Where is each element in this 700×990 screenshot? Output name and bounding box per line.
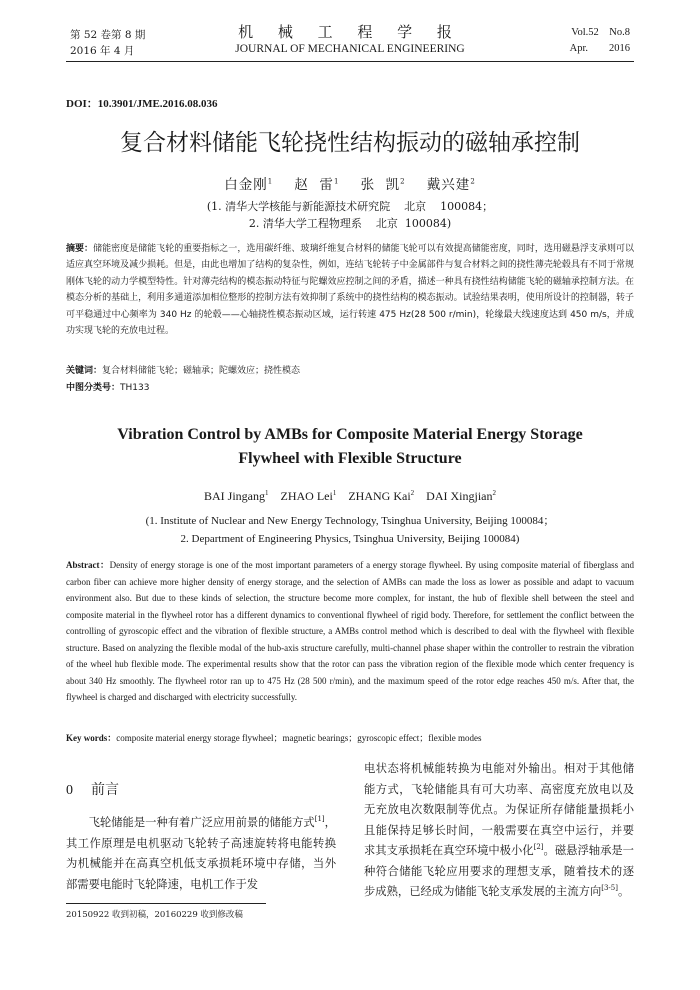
date-en: Apr. 2016 — [569, 43, 630, 54]
paragraph-text: 。 — [617, 885, 630, 898]
authors-en — [100, 489, 600, 504]
date-cn: 2016 年 4 月 — [70, 45, 135, 57]
classification-cn — [66, 380, 149, 393]
author-cn: 赵 雷 — [294, 177, 334, 193]
author-affil-mark: 1 — [265, 489, 269, 497]
author-en: ZHAO Lei — [280, 489, 333, 503]
classification-number: TH133 — [120, 383, 150, 393]
journal-title-en: JOURNAL OF MECHANICAL ENGINEERING — [235, 43, 465, 55]
authors-cn — [100, 173, 600, 193]
affiliation-cn-1: (1. 清华大学核能与新能源技术研究院 北京 100084； — [206, 200, 494, 213]
author-en: BAI Jingang — [204, 489, 265, 503]
paper-title-en — [60, 423, 640, 471]
author-cn: 戴兴建 — [426, 177, 471, 193]
author-affil-mark: 2 — [410, 489, 415, 497]
affiliation-en-2: 2. Department of Engineering Physics, Tsinghua University, Beijing 100084) — [180, 533, 520, 545]
paragraph-text: 电状态将机械能转换为电能对外输出。相对于其他储能方式，飞轮储能具有可大功率、高密度充放电以及无充放电次数限制等优点。为保证所存储能量损耗小且能保持足够长时间，一般需要在真空中运行，并要求其支承损耗在真空环境中极小化 — [364, 762, 634, 857]
abstract-cn — [66, 241, 634, 339]
volume-cn: 第 52 卷第 8 期 — [70, 29, 146, 41]
keywords-en-label: Key words： — [66, 733, 117, 743]
footnote-divider — [66, 903, 266, 904]
author-affil-mark: 1 — [332, 489, 337, 497]
section-title: 前言 — [91, 782, 119, 798]
journal-title-cn: 机 械 工 程 学 报 — [238, 23, 462, 41]
author-cn: 白金刚 — [224, 177, 268, 193]
section-heading — [66, 779, 119, 799]
classification-label: 中图分类号： — [66, 383, 121, 393]
volume-en: Vol.52 No.8 — [571, 27, 630, 38]
paper-title-en-line2: Flywheel with Flexible Structure — [238, 450, 462, 467]
paper-title-cn: 复合材料储能飞轮挠性结构振动的磁轴承控制 — [120, 130, 580, 156]
abstract-en — [66, 557, 634, 706]
affiliations-cn — [100, 198, 600, 232]
author-affil-mark: 1 — [267, 177, 274, 186]
keywords-cn — [66, 363, 300, 376]
abstract-cn-label: 摘要： — [66, 244, 94, 254]
paragraph-text: 。磁悬浮轴承是一种符合储能飞轮应用要求的理想支承，随着技术的逐步成熟，已经成为储能飞轮支承发展的主流方向 — [364, 844, 634, 898]
paper-title-en-line1: Vibration Control by AMBs for Composite Material Energy Storage — [117, 426, 583, 443]
body-column-right — [364, 759, 634, 903]
author-en: ZHANG Kai — [348, 489, 411, 503]
citation[interactable]: [3-5] — [601, 884, 618, 893]
keywords-cn-label: 关键词： — [66, 366, 103, 376]
abstract-cn-text: 储能密度是储能飞轮的重要指标之一，选用碳纤维、玻璃纤维复合材料的储能飞轮可以有效提高储能密度，同时，选用磁悬浮支承则可以适应真空环境及减少损耗。但是，由此也增加了结构的复杂性，例如，连结飞轮转子中金属部件与复合材料之间的挠性薄壳轮毂具有不同于常规刚体飞轮的动力学模型特性。针对薄壳结构的模态振动特征与陀螺效应控制之间的矛盾，描述一种具有挠性结构储能飞轮的磁轴承控制方法。在模态分析的基础上，利用多通道添加相位整形的控制方法有效抑制了系统中的挠性结构的模态振动。试验结果表明，使用所设计的控制器，转子可平稳通过中心频率为 340 Hz 的轮毂——心轴挠性模态振动区域，运行转速 475 Hz(28 500 r/min)，轮缘最大线速度达到 450 m/s，并成功实现飞轮的充放电过程。 — [66, 244, 634, 337]
keywords-en — [66, 731, 482, 744]
keywords-cn-text: 复合材料储能飞轮；磁轴承；陀螺效应；挠性模态 — [102, 366, 301, 376]
author-en: DAI Xingjian — [426, 489, 493, 503]
section-number: 0 — [66, 783, 73, 798]
footnote-received: 20150922 收到初稿，20160229 收到修改稿 — [66, 910, 243, 920]
author-affil-mark: 2 — [470, 177, 476, 186]
paragraph-text: 飞轮储能是一种有着广泛应用前景的储能方式 — [88, 816, 315, 829]
author-affil-mark: 1 — [333, 177, 340, 186]
abstract-en-text: Density of energy storage is one of the most important parameters of a energy storage flywheel. By using composite material of fiberglass and carbon fiber can achieve more higher density of energy storage, and the selection of AMBs can made the loss as lower as possible and adapt to vacuum environment also. But due to these kinds of selection, the structure become more complex, for instant, the hub of flexible shell between the steel and composite material in the flywheel rotor has a different dynamics to conventional flywheel of rigid body. Therefore, for settlement the conflict between the controlling of gyroscopic effect and the vibration of flexible structure, a AMBs control method which is described to deal with the flywheel with flexible structure. Based on analyzing the flexible modal of the hub-axis structure carefully, multi-channel phase shaper within the controller to restrain the vibration of the wheel hub flexible mode. The experimental results show that the rotor can pass the vibration region of the flexible mode which center frequency is about 340 Hz smoothly. The flywheel rotor ran up to 475 Hz (28 500 r/min), and the maximum speed of the rotor edge reaches 450 m/s. After that, the flywheel is charged and discharged with electricity successfully. — [66, 560, 634, 702]
citation[interactable]: [1] — [314, 815, 325, 824]
paragraph-text: ，其工作原理是电机驱动飞轮转子高速旋转将电能转换为机械能并在高真空机低支承损耗环境中存储，当外部需要电能时飞轮降速，电机工作于发 — [66, 816, 336, 891]
body-column-left — [66, 813, 336, 895]
citation[interactable]: [2] — [533, 843, 544, 852]
paragraph — [66, 813, 336, 895]
affiliations-en — [66, 512, 634, 548]
affiliation-cn-2: 2. 清华大学工程物理系 北京 100084) — [248, 217, 452, 230]
author-affil-mark: 2 — [400, 177, 406, 186]
abstract-en-label: Abstract： — [66, 560, 110, 570]
author-affil-mark: 2 — [492, 489, 496, 497]
doi[interactable]: DOI：10.3901/JME.2016.08.036 — [66, 98, 218, 110]
header-divider — [66, 61, 634, 62]
keywords-en-text: composite material energy storage flywheel；magnetic bearings；gyroscopic effect；flexible modes — [116, 733, 482, 743]
author-cn: 张 凯 — [360, 177, 401, 193]
affiliation-en-1: (1. Institute of Nuclear and New Energy Technology, Tsinghua University, Beijing 100084； — [145, 515, 555, 527]
